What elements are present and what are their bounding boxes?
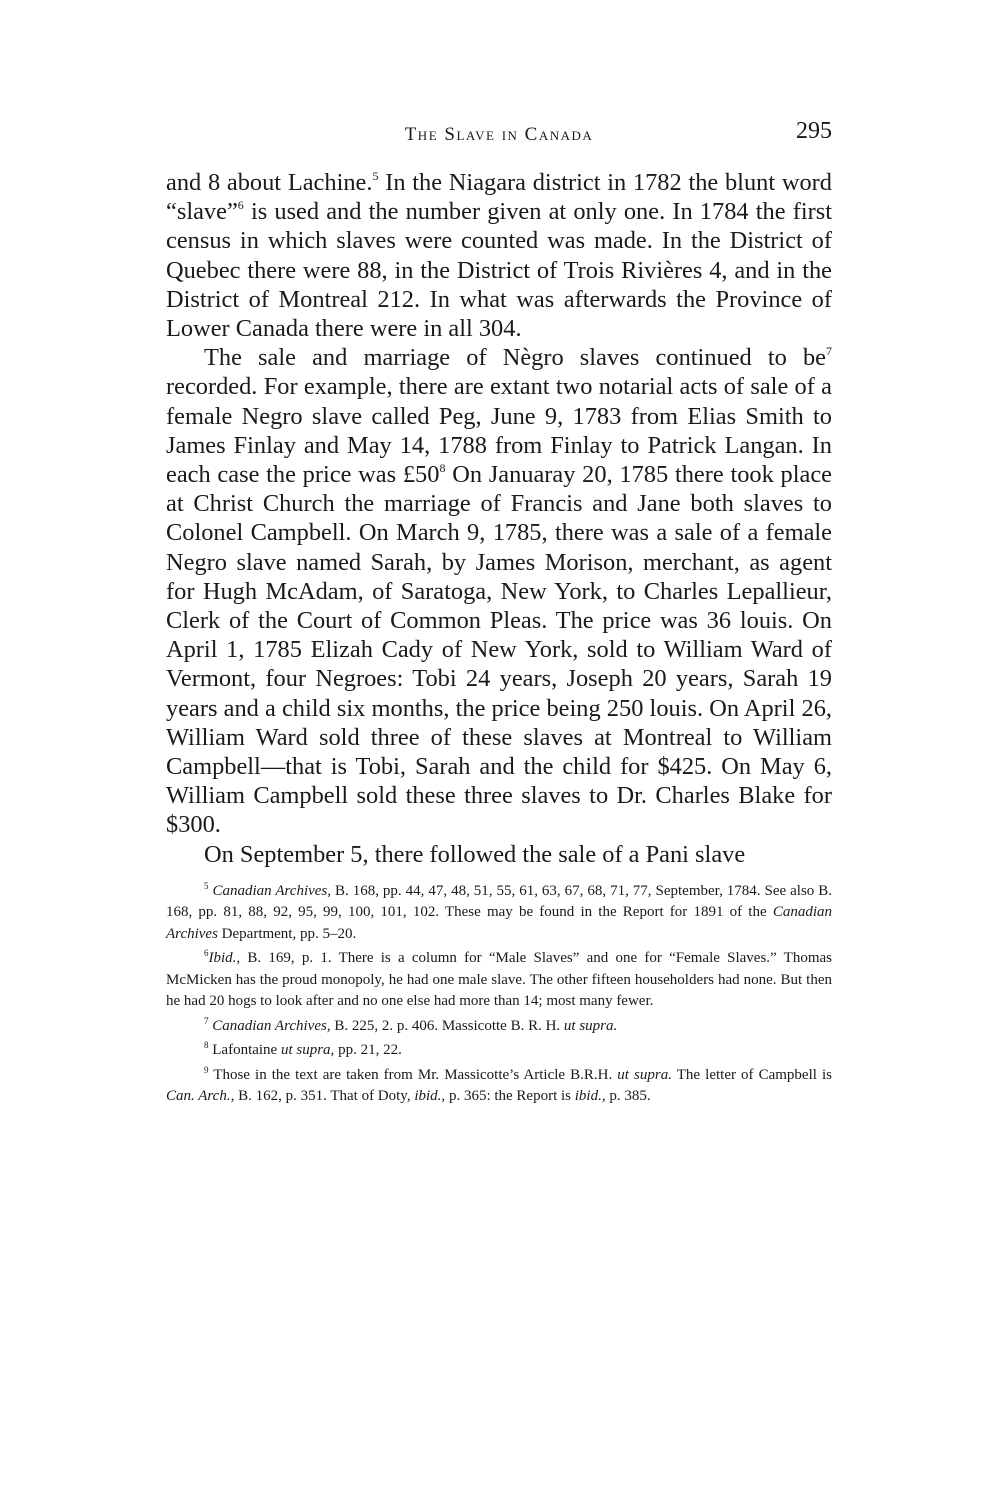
footnote-number: 7 [204,1015,209,1026]
footnote-text: Lafontaine [212,1042,281,1059]
footnote-italic: ut supra. [617,1066,672,1083]
footnote-text: B. 225, 2. p. 406. Massicotte B. R. H. [330,1017,564,1034]
footnote-9 [166,1065,832,1108]
body-text [166,168,832,869]
footnote-marker-8: 8 [439,461,446,476]
footnote-italic: Canadian Archives [166,904,832,942]
footnote-5 [166,881,832,946]
footnote-number: 8 [204,1040,209,1051]
text-run: The sale and marriage of Nègro slaves continued to be [204,344,826,372]
footnotes [166,881,832,1108]
footnote-italic: ut supra, [280,1042,335,1059]
footnote-text: Department, pp. 5–20. [217,925,357,942]
text-run: In the Niagara district in 1782 the blunt word “slave” [166,169,832,226]
footnote-number: 5 [204,880,209,891]
footnote-7 [166,1016,832,1038]
text-run: recorded. For example, there are extant two notarial acts of sale of a female Negro slave called Peg, June 9, 1783 from Elias Smith to James Finlay and May 14, 1788 from Finlay to Patrick Langan. In each case the price was £50 [166,373,832,489]
footnote-text: pp. 21, 22. [334,1042,402,1059]
footnote-italic: ibid., [574,1088,606,1105]
text-run: On September 5, there followed the sale of a Pani slave [204,840,746,868]
footnote-italic: ut supra. [563,1017,618,1034]
footnote-marker-6: 6 [237,198,244,213]
footnote-italic: Canadian Archives, [212,1017,331,1034]
footnote-text: B. 168, pp. 44, 47, 48, 51, 55, 61, 63, 67, 68, 71, 77, September, 1784. See also B. 168, pp. 81, 88, 92, 95, 99, 100, 101, 102. These may be found in the Report for 1891 of the [166,882,833,921]
footnote-text: The letter of Campbell is [671,1066,832,1083]
footnote-text: B. 162, p. 351. That of Doty, [234,1088,415,1105]
footnote-text: Those in the text are taken from Mr. Massicotte’s Article B.R.H. [213,1066,618,1083]
text-run: is used and the number given at only one. In 1784 the first census in which slaves were counted was made. In the District of Quebec there were 88, in the District of Trois Rivières 4, and in the District of Montreal 212. In what was afterwards the Province of Lower Canada there were in all 304. [166,198,832,343]
footnote-italic: ibid., [414,1088,446,1105]
footnote-text: p. 385. [605,1088,651,1105]
book-page [166,118,832,1111]
footnote-text: p. 365: the Report is [445,1088,575,1105]
footnote-italic: Canadian Archives, [212,882,332,899]
page-header [166,118,832,154]
paragraph-2 [166,343,832,839]
footnote-italic: Can. Arch., [166,1088,235,1105]
running-title: The Slave in Canada [404,124,594,145]
footnote-marker-5: 5 [372,169,379,183]
page-number: 295 [796,118,832,144]
paragraph-3 [166,840,832,869]
footnote-number: 6 [204,948,209,959]
footnote-marker-7: 7 [826,344,832,359]
footnote-italic: Ibid., [208,950,241,967]
text-run: and 8 about Lachine. [166,169,373,196]
footnote-8 [166,1040,832,1062]
footnote-text: B. 169, p. 1. There is a column for “Male Slaves” and one for “Female Slaves.” Thomas McMicken has the proud monopoly, he had one male slave. The other fifteen householders had none. But then he had 20 hogs to look after and no one else had more than 14; most many fewer. [166,950,832,1010]
footnote-6 [166,948,832,1013]
text-run: On Januaray 20, 1785 there took place at Christ Church the marriage of Francis and Jane both slaves to Colonel Campbell. On March 9, 1785, there was a sale of a female Negro slave named Sarah, by James Morison, merchant, as agent for Hugh McAdam, of Saratoga, New York, to Charles Lepallieur, Clerk of the Court of Common Pleas. The price was 36 louis. On April 1, 1785 Elizah Cady of New York, sold to William Ward of Vermont, four Negroes: Tobi 24 years, Joseph 20 years, Sarah 19 years and a child six months, the price being 250 louis. On April 26, William Ward sold three of these slaves at Montreal to William Campbell—that is Tobi, Sarah and the child for $425. On May 6, William Campbell sold these three slaves to Dr. Charles Blake for $300. [166,461,832,839]
paragraph-1 [166,168,832,343]
footnote-number: 9 [204,1064,209,1075]
